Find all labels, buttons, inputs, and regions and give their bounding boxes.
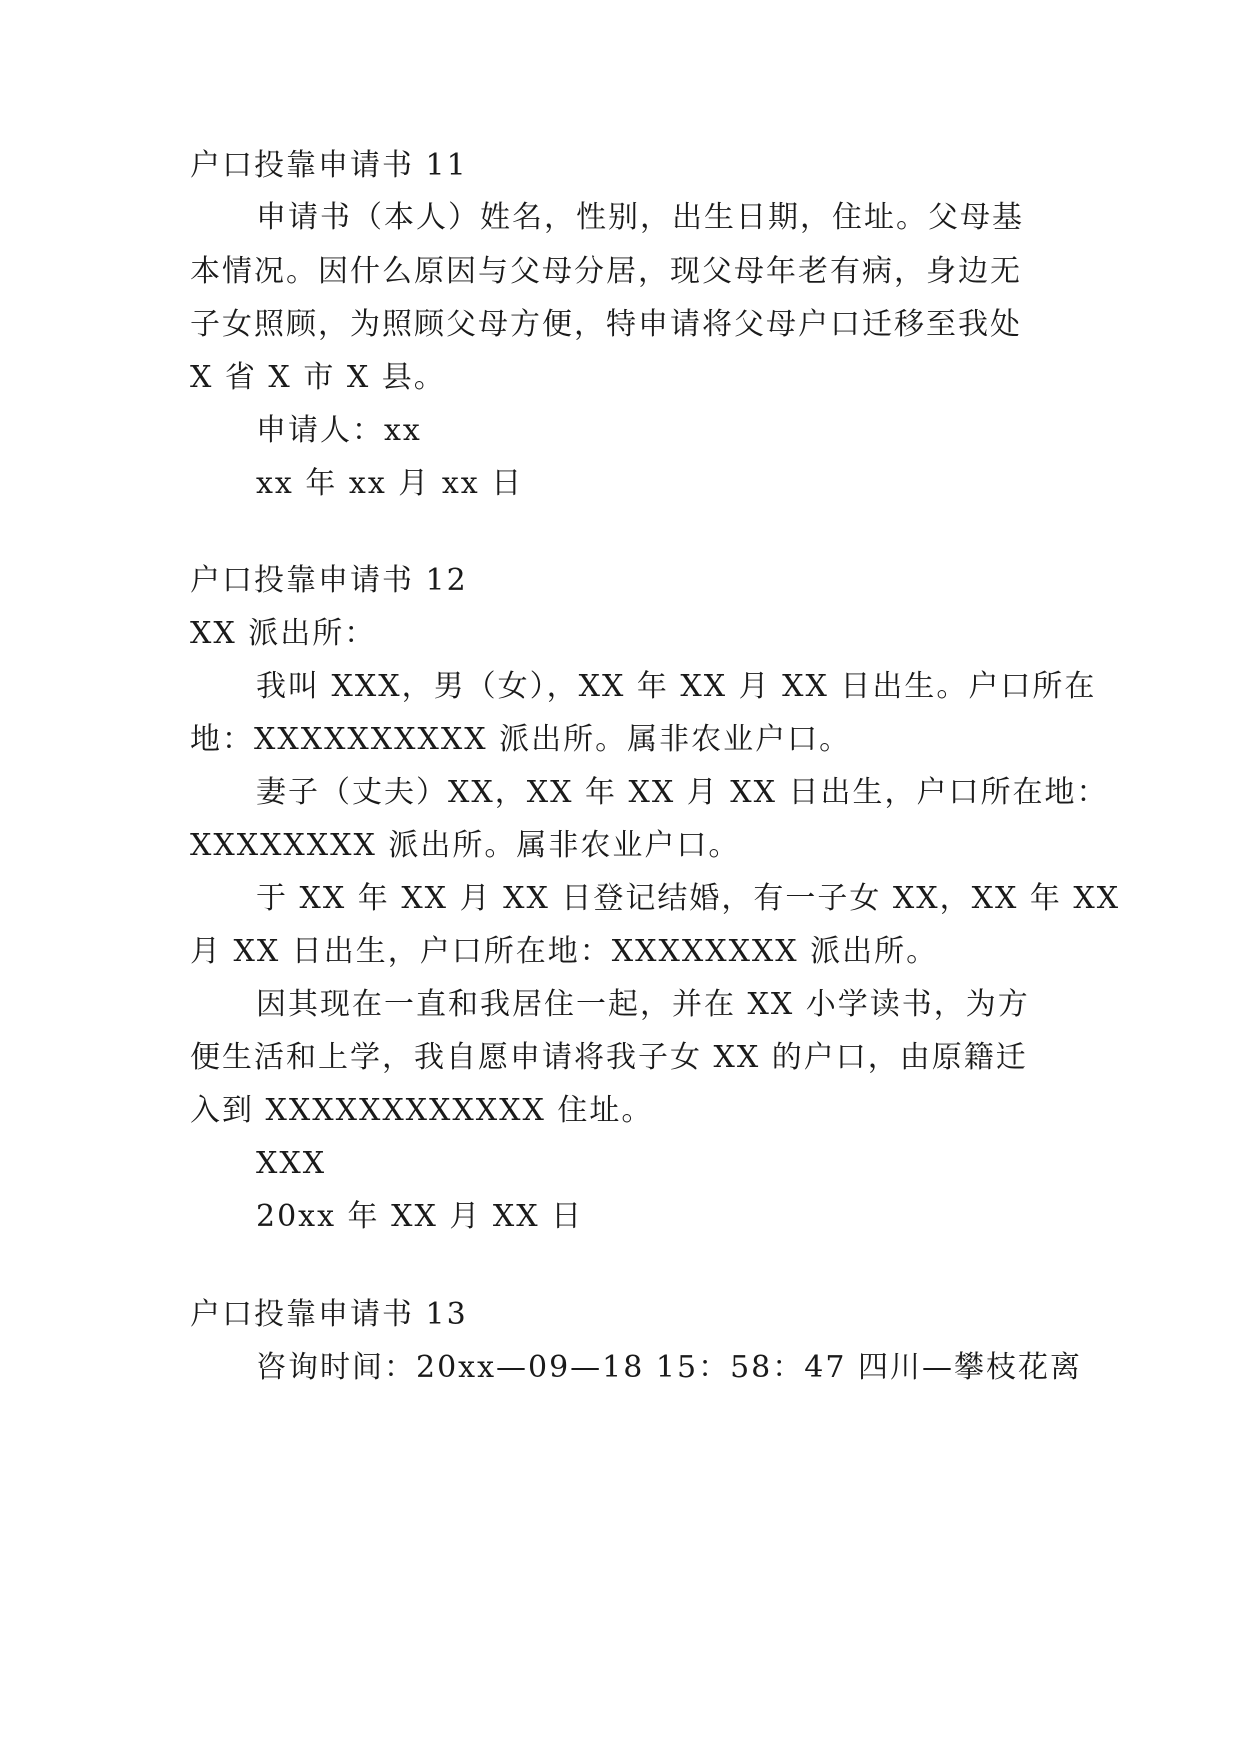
section-heading: 户口投靠申请书 11 (190, 148, 468, 183)
applicant-line: 申请人：xx (256, 413, 422, 448)
paragraph-line: 咨询时间：20xx—09—18 15：58：47 四川—攀枝花离 (256, 1350, 1082, 1385)
paragraph-line: 地：XXXXXXXXXX 派出所。属非农业户口。 (190, 722, 852, 757)
date-line: xx 年 xx 月 xx 日 (256, 466, 524, 501)
signature-line: XXX (256, 1146, 327, 1181)
paragraph-line: 子女照顾，为照顾父母方便，特申请将父母户口迁移至我处 (190, 307, 1022, 342)
paragraph-line: XXXXXXXX 派出所。属非农业户口。 (190, 828, 741, 863)
paragraph-line: 妻子（丈夫）XX，XX 年 XX 月 XX 日出生，户口所在地： (256, 775, 1109, 810)
paragraph-line: 我叫 XXX，男（女），XX 年 XX 月 XX 日出生。户口所在 (256, 669, 1097, 704)
paragraph-line: 于 XX 年 XX 月 XX 日登记结婚，有一子女 XX，XX 年 XX (256, 881, 1121, 916)
paragraph-line: 本情况。因什么原因与父母分居，现父母年老有病，身边无 (190, 254, 1022, 289)
recipient-line: XX 派出所： (190, 616, 377, 651)
section-heading: 户口投靠申请书 12 (190, 563, 468, 598)
date-line: 20xx 年 XX 月 XX 日 (256, 1199, 584, 1234)
paragraph-line: 申请书（本人）姓名，性别，出生日期，住址。父母基 (256, 200, 1024, 235)
paragraph-line: 因其现在一直和我居住一起，并在 XX 小学读书，为方 (256, 987, 1030, 1022)
paragraph-line: 月 XX 日出生，户口所在地：XXXXXXXX 派出所。 (190, 934, 939, 969)
paragraph-line: 入到 XXXXXXXXXXXX 住址。 (190, 1093, 654, 1128)
section-heading: 户口投靠申请书 13 (190, 1297, 468, 1332)
paragraph-line: X 省 X 市 X 县。 (190, 360, 446, 395)
paragraph-line: 便生活和上学，我自愿申请将我子女 XX 的户口，由原籍迁 (190, 1040, 1028, 1075)
